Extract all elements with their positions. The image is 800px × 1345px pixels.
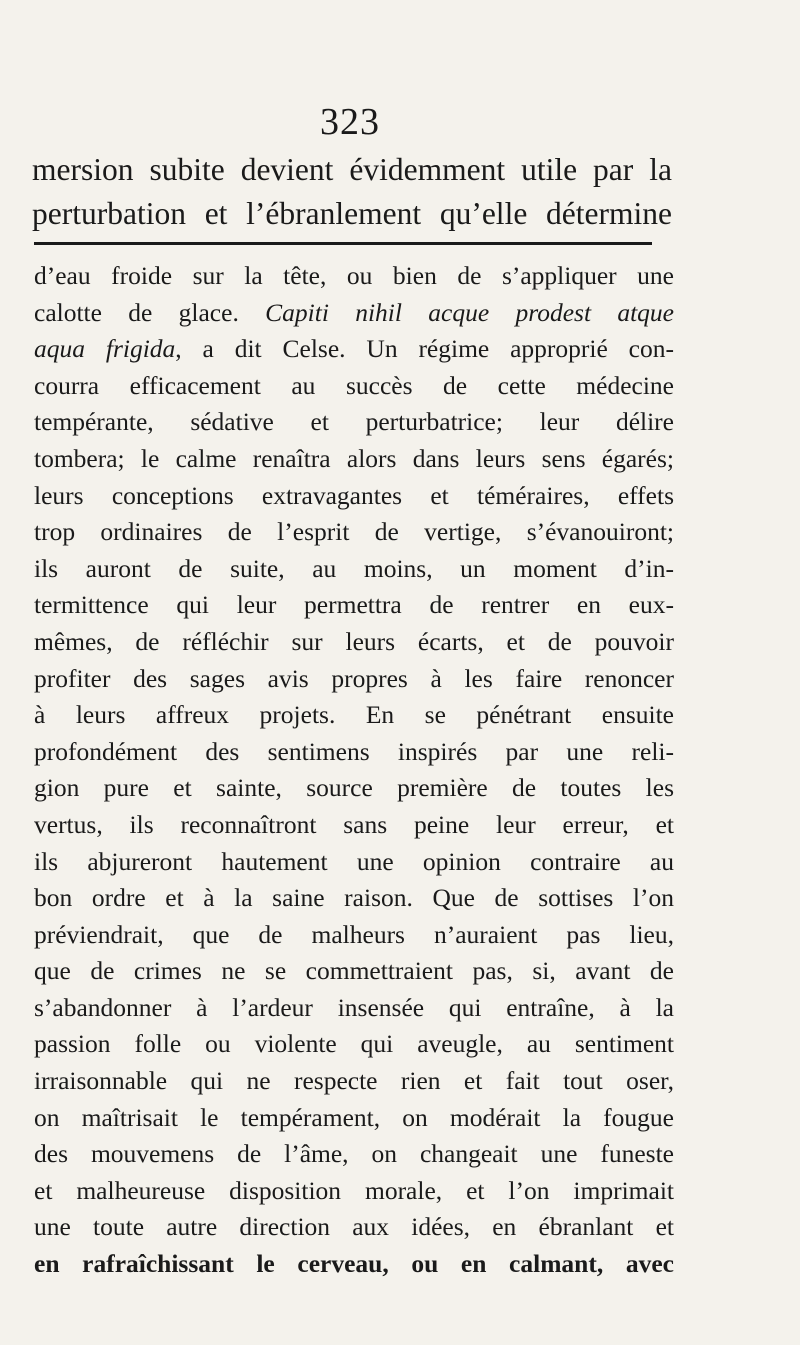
header-line-1: mersion subite devient évidemment utile par la (32, 152, 672, 187)
header-line-2: perturbation et l’ébranlement qu’elle détermine (32, 196, 672, 231)
text-line: profiter des sages avis propres à les faire renoncer (34, 663, 674, 693)
text-line: vertus, ils reconnaîtront sans peine leur erreur, et (34, 809, 674, 839)
horizontal-rule (34, 242, 652, 245)
text-line: que de crimes ne se commettraient pas, si, avant de (34, 956, 674, 986)
text-line: ils auront de suite, au moins, un moment d’in- (34, 553, 674, 583)
text-line: irraisonnable qui ne respecte rien et fait tout oser, (34, 1066, 674, 1096)
text-line: une toute autre direction aux idées, en ébranlant et (34, 1212, 674, 1242)
text-line: tempérante, sédative et perturbatrice; leur délire (34, 407, 674, 437)
text-segment: calotte de glace. (34, 297, 239, 327)
text-line: termittence qui leur permettra de rentrer en eux- (34, 590, 674, 620)
latin-quote: Capiti nihil acque prodest atque (265, 297, 674, 327)
text-line: leurs conceptions extravagantes et téméraires, effets (34, 480, 674, 510)
latin-quote: aqua frigida (34, 334, 176, 364)
text-segment: , a dit Celse. Un régime approprié con- (175, 334, 674, 364)
text-line: profondément des sentimens inspirés par une reli- (34, 736, 674, 766)
text-line (34, 295, 674, 332)
text-line: on maîtrisait le tempérament, on modérait la fougue (34, 1102, 674, 1132)
text-line: gion pure et sainte, source première de toutes les (34, 773, 674, 803)
text-line: passion folle ou violente qui aveugle, au sentiment (34, 1029, 674, 1059)
text-line: en rafraîchissant le cerveau, ou en calmant, avec (34, 1249, 674, 1279)
text-line: courra efficacement au succès de cette médecine (34, 370, 674, 400)
text-line: s’abandonner à l’ardeur insensée qui entraîne, à la (34, 992, 674, 1022)
text-line: d’eau froide sur la tête, ou bien de s’appliquer une (34, 261, 674, 290)
text-line: des mouvemens de l’âme, on changeait une funeste (34, 1139, 674, 1169)
text-line: et malheureuse disposition morale, et l’on imprimait (34, 1175, 674, 1205)
text-line: trop ordinaires de l’esprit de vertige, s’évanouiront; (34, 517, 674, 547)
text-line: ils abjureront hautement une opinion contraire au (34, 846, 674, 876)
page-number: 323 (320, 101, 380, 143)
text-line (34, 331, 674, 368)
text-line: bon ordre et à la saine raison. Que de sottises l’on (34, 883, 674, 913)
text-line: préviendrait, que de malheurs n’auraient pas lieu, (34, 919, 674, 949)
text-line: à leurs affreux projets. En se pénétrant ensuite (34, 700, 674, 730)
text-line: mêmes, de réfléchir sur leurs écarts, et de pouvoir (34, 626, 674, 656)
text-line: tombera; le calme renaîtra alors dans leurs sens égarés; (34, 443, 674, 473)
body-text (34, 258, 674, 1283)
